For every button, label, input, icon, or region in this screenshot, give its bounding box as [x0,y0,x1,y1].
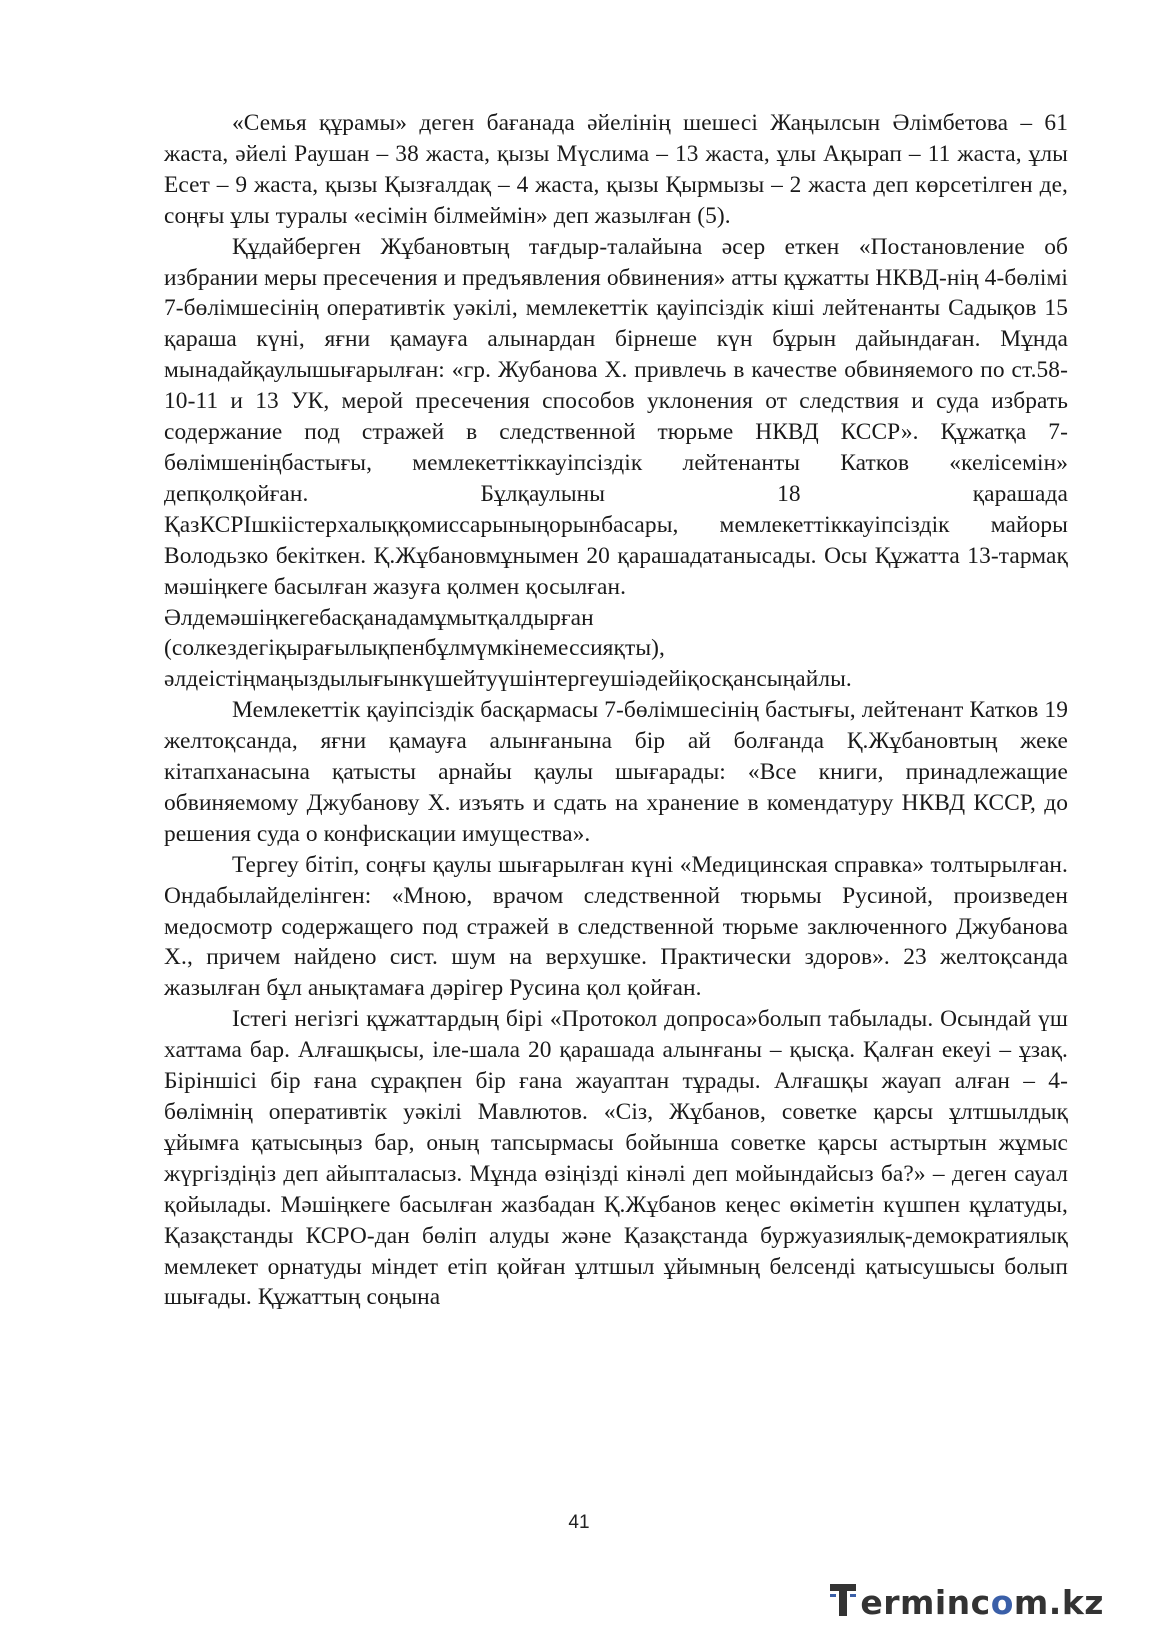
paragraph-handwritten-addition-line-2: (солкездегіқырағылықпенбұлмүмкінемессияқты), [164,635,665,662]
page-body [164,108,1068,1313]
paragraph-family-composition: «Семья құрамы» деген бағанада әйелінің шешесі Жаңылсын Әлімбетова – 61 жаста, әйелі Раушан – 38 жаста, қызы Мүслима – 13 жаста, ұлы Ақырап – 11 жаста, ұлы Есет – 9 жаста, қызы Қызғалдақ – 4 жаста, қызы Қырмызы – 2 жаста деп көрсетілген де, соңғы ұлы туралы «есімін білмеймін» деп жазылған (5). [164,110,1068,229]
watermark-accent-letter: o [990,1583,1014,1622]
watermark-text-start: erminc [860,1583,991,1622]
paragraph-library-confiscation: Мемлекеттік қауіпсіздік басқармасы 7-бөлімшесінің бастығы, лейтенант Катков 19 желтоқсанда, яғни қамауға алынғанына бір ай болғанда Қ.Жұбановтың жеке кітапханасына қатысты арнайы қаулы шығарады: «Все книги, принадлежащие обвиняемому Джубанову Х. изъять и сдать на хранение в комендатуру НКВД КССР, до решения суда о конфискации имущества». [164,697,1068,847]
paragraph-interrogation-protocol: Істегі негізгі құжаттардың бірі «Протокол допроса»болып табылады. Осындай үш хаттама бар. Алғашқысы, іле-шала 20 қарашада алынғаны – қысқа. Қалған екеуі – ұзақ. Біріншісі бір ғана сұрақпен бір ғана жауаптан тұрады. Алғашқы жауап алған – 4-бөлімнің оперативтік уәкілі Мавлютов. «Сіз, Жұбанов, советке қарсы ұлтшылдық ұйымға қатысыңыз бар, оның тапсырмасы бойынша советке қарсы астыртын жұмыс жүргіздіңіз деп айыпталасыз. Мұнда өзіңізді кінәлі деп мойындайсыз ба?» – деген сауал қойылады. Мәшіңкеге басылған жазбадан Қ.Жұбанов кеңес өкіметін күшпен құлатуды, Қазақстанды КСРО-дан бөліп алуды және Қазақстанда буржуазиялық-демократиялық мемлекет орнатуды міндет етіп қойған ұлтшыл ұйымның белсенді қатысушысы болып шығады. Құжаттың соңына [164,1006,1068,1311]
paragraph-resolution-document: Құдайберген Жұбановтың тағдыр-талайына әсер еткен «Постановление об избрании меры пресечения и предъявления обвинения» атты құжатты НКВД-нің 4-бөлімі 7-бөлімшесінің оперативтік уәкілі, мемлекеттік қауіпсіздік кіші лейтенанты Садықов 15 қараша күні, яғни қамауға алынардан бірнеше күн бұрын дайындаған. Мұнда мынадайқаулышығарылған: «гр. Жубанова Х. привлечь в качестве обвиняемого по ст.58-10-11 и 13 УК, мерой пресечения способов уклонения от следствия и суда избрать содержание под стражей в следственной тюрьме НКВД КССР». Құжатқа 7-бөлімшеніңбастығы, мемлекеттіккауіпсіздік лейтенанты Катков «келісемін» депқолқойған. Бұлқаулыны 18 қарашада ҚазКСРІшкіістерхалыққомиссарыныңорынбасары, мемлекеттіккауіпсіздік майоры Володьзко бекіткен. Қ.Жұбановмұнымен 20 қарашадатанысады. Осы Құжатта 13-тармақ мәшіңкеге басылған жазуға қолмен қосылған. [164,233,1069,600]
paragraph-handwritten-addition-line-3: әлдеістіңмаңыздылығынкүшейтуүшінтергеушіәдейіқосқансыңайлы. [164,666,852,693]
termincom-watermark [828,1578,1104,1622]
watermark-text-end: m.kz [1013,1583,1104,1622]
termincom-logo-icon [828,1582,858,1618]
page-number: 41 [568,1512,590,1533]
paragraph-handwritten-addition-line-1: Әлдемәшіңкегебасқанадамұмытқалдырған [164,604,594,631]
paragraph-medical-certificate: Тергеу бітіп, соңғы қаулы шығарылған күні «Медицинская справка» толтырылған. Ондабылайделінген: «Мною, врачом следственной тюрьмы Русиной, произведен медосмотр содержащего под стражей в следственной тюрьме заключенного Джубанова Х., причем найдено сист. шум на верхушке. Практически здоров». 23 желтоқсанда жазылған бұл анықтамаға дәрігер Русина қол қойған. [164,851,1068,1002]
